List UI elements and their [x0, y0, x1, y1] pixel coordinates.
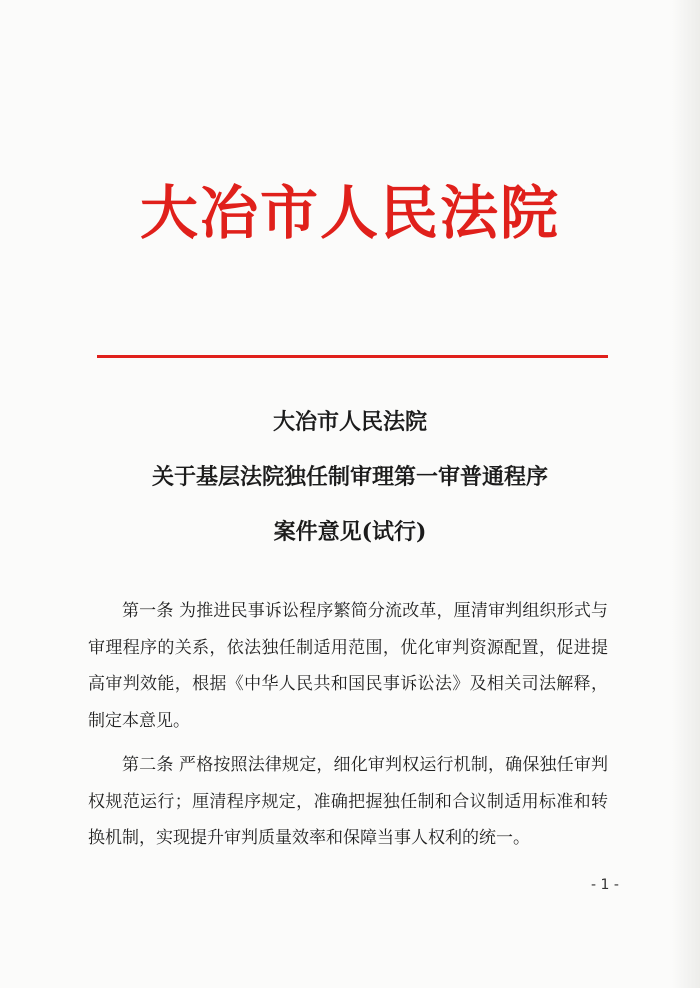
document-title-line-1: 大冶市人民法院: [272, 409, 427, 435]
scan-edge-shadow: [672, 0, 700, 988]
page-number: - 1 -: [591, 877, 619, 893]
article-2-paragraph: 第二条 严格按照法律规定，细化审判权运行机制，确保独任审判权规范运行；厘清程序规定，准确把握独任制和合议制适用标准和转换机制，实现提升审判质量效率和保障当事人权利的统一。: [88, 755, 608, 848]
document-title-line-3: 案件意见(试行): [273, 519, 427, 545]
red-divider-line: [97, 355, 608, 358]
document-title-line-2: 关于基层法院独任制审理第一审普通程序: [151, 464, 548, 490]
document-header-org: 大冶市人民法院: [139, 179, 560, 247]
article-1-paragraph: 第一条 为推进民事诉讼程序繁简分流改革，厘清审判组织形式与审理程序的关系，依法独任制适用范围，优化审判资源配置，促进提高审判效能，根据《中华人民共和国民事诉讼法》及相关司法解释，制定本意见。: [88, 601, 608, 731]
